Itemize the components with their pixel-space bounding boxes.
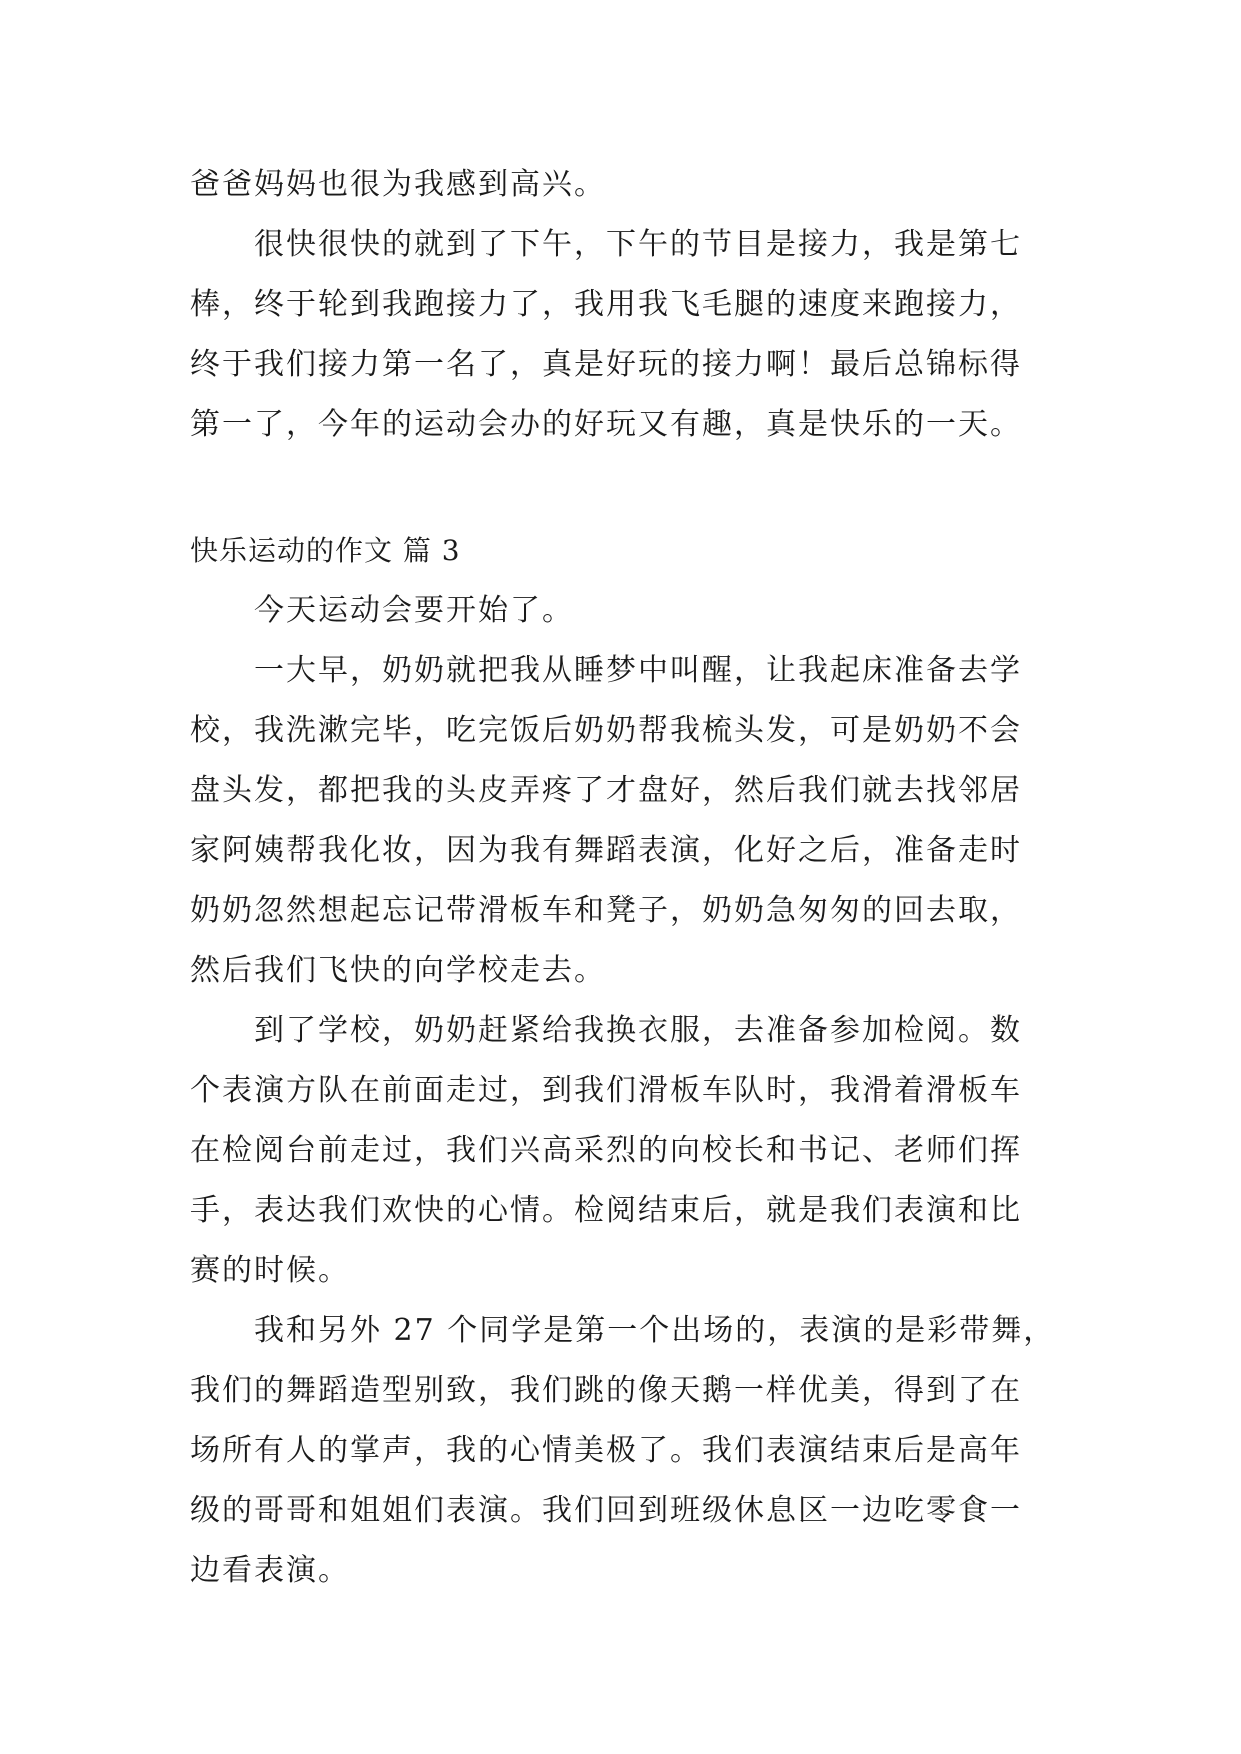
text-line: 很快很快的就到了下午，下午的节目是接力，我是第七 bbox=[254, 227, 1022, 262]
text-line: 我和另外 27 个同学是第一个出场的，表演的是彩带舞， bbox=[254, 1313, 1056, 1348]
text-line: 级的哥哥和姐姐们表演。我们回到班级休息区一边吃零食一 bbox=[190, 1493, 1022, 1528]
section-heading: 快乐运动的作文 篇 3 bbox=[190, 534, 461, 567]
text-line: 第一了，今年的运动会办的好玩又有趣，真是快乐的一天。 bbox=[190, 407, 1022, 442]
text-line: 奶奶忽然想起忘记带滑板车和凳子，奶奶急匆匆的回去取， bbox=[190, 893, 1022, 928]
text-line: 场所有人的掌声，我的心情美极了。我们表演结束后是高年 bbox=[190, 1433, 1022, 1468]
text-line: 在检阅台前走过，我们兴高采烈的向校长和书记、老师们挥 bbox=[190, 1133, 1022, 1168]
text-line: 终于我们接力第一名了，真是好玩的接力啊！最后总锦标得 bbox=[190, 347, 1022, 382]
essay-section-2 bbox=[190, 581, 1060, 1601]
text-line: 家阿姨帮我化妆，因为我有舞蹈表演，化好之后，准备走时 bbox=[190, 833, 1022, 868]
text-line: 到了学校，奶奶赶紧给我换衣服，去准备参加检阅。数 bbox=[254, 1013, 1022, 1048]
text-line: 爸爸妈妈也很为我感到高兴。 bbox=[190, 167, 606, 202]
text-line: 校，我洗漱完毕，吃完饭后奶奶帮我梳头发，可是奶奶不会 bbox=[190, 713, 1022, 748]
document-page bbox=[190, 155, 1060, 1601]
text-line: 个表演方队在前面走过，到我们滑板车队时，我滑着滑板车 bbox=[190, 1073, 1022, 1108]
text-line: 棒，终于轮到我跑接力了，我用我飞毛腿的速度来跑接力， bbox=[190, 287, 1022, 322]
text-line: 赛的时候。 bbox=[190, 1253, 350, 1288]
text-line: 手，表达我们欢快的心情。检阅结束后，就是我们表演和比 bbox=[190, 1193, 1022, 1228]
text-line: 盘头发，都把我的头皮弄疼了才盘好，然后我们就去找邻居 bbox=[190, 773, 1022, 808]
text-line: 然后我们飞快的向学校走去。 bbox=[190, 953, 606, 988]
text-line: 今天运动会要开始了。 bbox=[254, 593, 574, 628]
essay-section-1 bbox=[190, 155, 1060, 455]
text-line: 边看表演。 bbox=[190, 1553, 350, 1588]
text-line: 我们的舞蹈造型别致，我们跳的像天鹅一样优美，得到了在 bbox=[190, 1373, 1022, 1408]
text-line: 一大早，奶奶就把我从睡梦中叫醒，让我起床准备去学 bbox=[254, 653, 1022, 688]
